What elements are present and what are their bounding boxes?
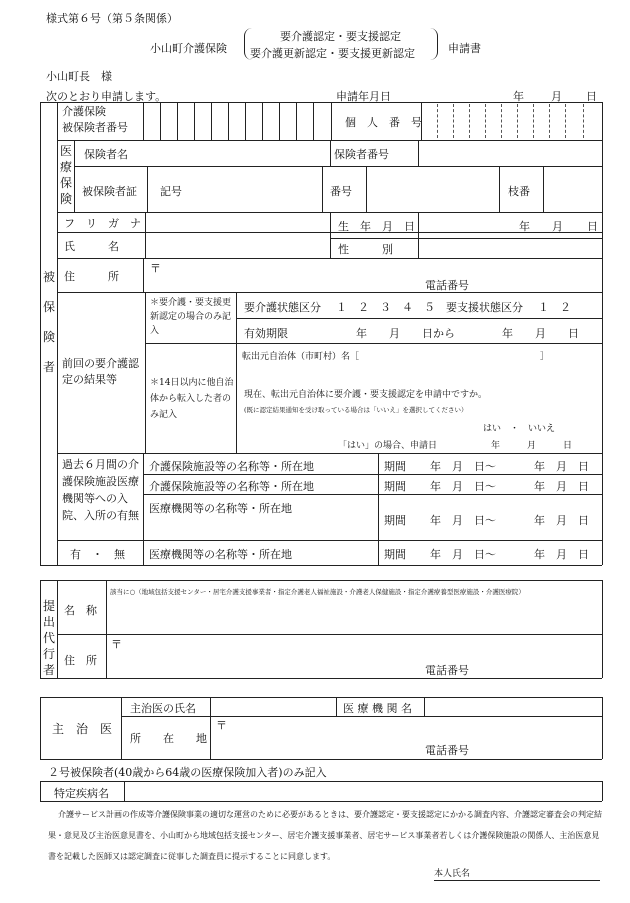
support-level-label: 要支援状態区分 — [446, 301, 523, 314]
date-day-label: 日 — [586, 90, 597, 103]
symbol-label: 記号 — [160, 185, 182, 198]
if-yes-date[interactable]: 年 月 日 — [491, 441, 573, 451]
postal-mark: 〒 — [150, 262, 161, 275]
institution-field[interactable] — [426, 699, 600, 715]
card-label: 被保険者証 — [82, 185, 137, 198]
personal-number-field[interactable] — [422, 103, 601, 139]
support-level-options[interactable]: １ ２ — [538, 301, 571, 314]
addressee: 小山町長 様 — [46, 70, 112, 83]
insured-number-label: 介護保険 被保険者番号 — [62, 105, 128, 134]
facility-presence-options[interactable]: 有 ・ 無 — [70, 548, 125, 561]
insurer-name-field[interactable] — [150, 141, 328, 165]
name-label: 氏 名 — [64, 240, 119, 253]
agent-type-note: 該当に○（地域包括支援センター・居宅介護支援事業者・指定介護老人福祉施設・介護老人保健施設・指定介護療養型医療施設・介護医療院） — [110, 588, 525, 596]
update-note: ＊要介護・要支援更新認定の場合のみ記入 — [150, 298, 232, 336]
application-date-label: 申請年月日 — [336, 90, 391, 103]
institution-label: 医 療 機 関 名 — [343, 702, 412, 715]
disease-field[interactable] — [126, 782, 600, 800]
application-type-line2: 要介護更新認定・要支援更新認定 — [250, 47, 415, 60]
application-label: 申請書 — [448, 42, 481, 55]
insurer-number-label: 保険者番号 — [334, 148, 389, 161]
intro-text: 次のとおり申請します。 — [46, 90, 167, 103]
consent-text: 介護サービス計画の作成等介護保険事業の適切な運営のために必要があるときは、要介護認定・要支援認定にかかる調査内容、介護認定審査会の判定結果・意見及び主治医意見書を、小山町から地域包括支援センター、居宅介護支援事業者、居宅サービス事業者若しくは介護保険施設の関係人、主治医意見書を記載した医師又は認定調査に従事した調査員に提示することに同意します。 — [48, 810, 602, 861]
date-month-label: 月 — [551, 90, 562, 103]
sex-label: 性 別 — [338, 243, 393, 256]
furigana-label: フ リ ガ ナ — [64, 217, 141, 230]
facility-row-2-to[interactable]: 年 月 日 — [534, 480, 589, 493]
card-symbol-field[interactable] — [190, 168, 320, 210]
pending-question-note: (既に認定結果通知を受け取っている場合は「いいえ」を選択してください） — [244, 406, 468, 414]
valid-period-label: 有効期限 — [244, 327, 288, 340]
origin-municipality-label: 転出元自治体（市町村）名［ — [242, 352, 360, 362]
doctor-name-label: 主治医の氏名 — [130, 702, 196, 715]
facility-row-2-period-label: 期間 — [384, 480, 406, 493]
signature-label: 本人氏名 — [434, 869, 471, 879]
branch-label: 枝番 — [508, 185, 530, 198]
sex-field[interactable] — [420, 239, 600, 257]
care-level-label: 要介護状態区分 — [244, 301, 321, 314]
form-number: 様式第６号（第５条関係） — [46, 12, 178, 25]
doctor-phone-label: 電話番号 — [425, 744, 469, 757]
doctor-location-label: 所 在 地 — [130, 732, 207, 745]
doctor-postal-mark: 〒 — [216, 719, 227, 732]
if-yes-label: 「はい」の場合、申請日 — [338, 441, 438, 451]
second-insured-note: ２号被保険者(40歳から64歳の医療保険加入者)のみ記入 — [48, 766, 327, 779]
doctor-name-field[interactable] — [212, 699, 334, 715]
doctor-section-label: 主 治 医 — [52, 722, 113, 736]
date-year-label: 年 — [513, 90, 524, 103]
phone-label: 電話番号 — [425, 279, 469, 292]
agent-phone-label: 電話番号 — [425, 664, 469, 677]
application-date-field[interactable] — [410, 86, 600, 102]
signature-field[interactable] — [478, 864, 600, 879]
pending-answer-options[interactable]: はい ・ いいえ — [483, 424, 556, 434]
facility-row-3-name-label: 医療機関等の名称等・所在地 — [149, 502, 292, 515]
birth-date-field[interactable] — [420, 213, 600, 237]
doctor-location-field[interactable] — [232, 718, 600, 757]
disease-label: 特定疾病名 — [54, 787, 109, 800]
branch-number-field[interactable] — [545, 168, 600, 210]
care-level-options[interactable]: １ ２ ３ ４ ５ — [336, 301, 435, 314]
agent-name-field[interactable] — [108, 598, 600, 632]
transfer-note: ＊14日以内に他自治体から転入した者のみ記入 — [150, 378, 234, 420]
facility-row-3-period-label: 期間 — [384, 514, 406, 527]
address-field[interactable] — [165, 260, 600, 290]
agent-name-label: 名 称 — [64, 604, 97, 617]
previous-result-label: 前回の要介護認定の結果等 — [62, 357, 139, 386]
facility-row-4-from[interactable]: 年 月 日〜 — [430, 548, 496, 561]
birth-day-label: 日 — [587, 220, 598, 233]
pending-question: 現在、転出元自治体に要介護・要支援認定を申請中ですか。 — [244, 390, 488, 400]
facility-row-4-name-label: 医療機関等の名称等・所在地 — [149, 548, 292, 561]
insurer-name-label: 保険者名 — [84, 148, 128, 161]
birth-year-label: 年 — [519, 220, 530, 233]
origin-municipality-field[interactable] — [376, 347, 536, 361]
origin-close-bracket: ］ — [540, 352, 550, 362]
agent-address-label: 住 所 — [64, 654, 97, 667]
number-label: 番号 — [330, 185, 352, 198]
facility-row-1-from[interactable]: 年 月 日〜 — [430, 460, 496, 473]
agent-postal-mark: 〒 — [111, 638, 122, 651]
agent-address-field[interactable] — [126, 636, 600, 676]
facility-row-1-to[interactable]: 年 月 日 — [534, 460, 589, 473]
name-field[interactable] — [147, 233, 328, 257]
valid-period-from[interactable]: 年 月 日から — [356, 327, 455, 340]
facility-row-3-from[interactable]: 年 月 日〜 — [430, 514, 496, 527]
birth-date-label: 生 年 月 日 — [338, 220, 415, 233]
facility-row-1-name-label: 介護保険施設等の名称等・所在地 — [149, 460, 314, 473]
furigana-field[interactable] — [147, 213, 328, 231]
facility-row-2-name-label: 介護保険施設等の名称等・所在地 — [149, 480, 314, 493]
address-label: 住 所 — [64, 270, 119, 283]
facility-row-2-from[interactable]: 年 月 日〜 — [430, 480, 496, 493]
insured-section-label: 被保険者 — [42, 270, 55, 374]
valid-period-to[interactable]: 年 月 日 — [502, 327, 579, 340]
facility-row-1-period-label: 期間 — [384, 460, 406, 473]
facility-row-4-to[interactable]: 年 月 日 — [534, 548, 589, 561]
application-type-line1: 要介護認定・要支援認定 — [280, 30, 401, 43]
insured-number-field[interactable] — [144, 103, 330, 139]
town-insurance-label: 小山町介護保険 — [150, 42, 227, 55]
agent-section-label: 提出代行者 — [42, 599, 55, 677]
insurer-number-field[interactable] — [420, 141, 600, 165]
personal-number-label: 個 人 番 号 — [345, 116, 422, 129]
facility-row-3-to[interactable]: 年 月 日 — [534, 514, 589, 527]
birth-month-label: 月 — [552, 220, 563, 233]
facility-history-label: 過去６月間の介護保険施設医療機関等への入院、入所の有無 — [62, 458, 139, 522]
facility-row-4-period-label: 期間 — [384, 548, 406, 561]
medical-insurance-label: 医療保険 — [59, 144, 72, 206]
card-number-field[interactable] — [368, 168, 497, 210]
